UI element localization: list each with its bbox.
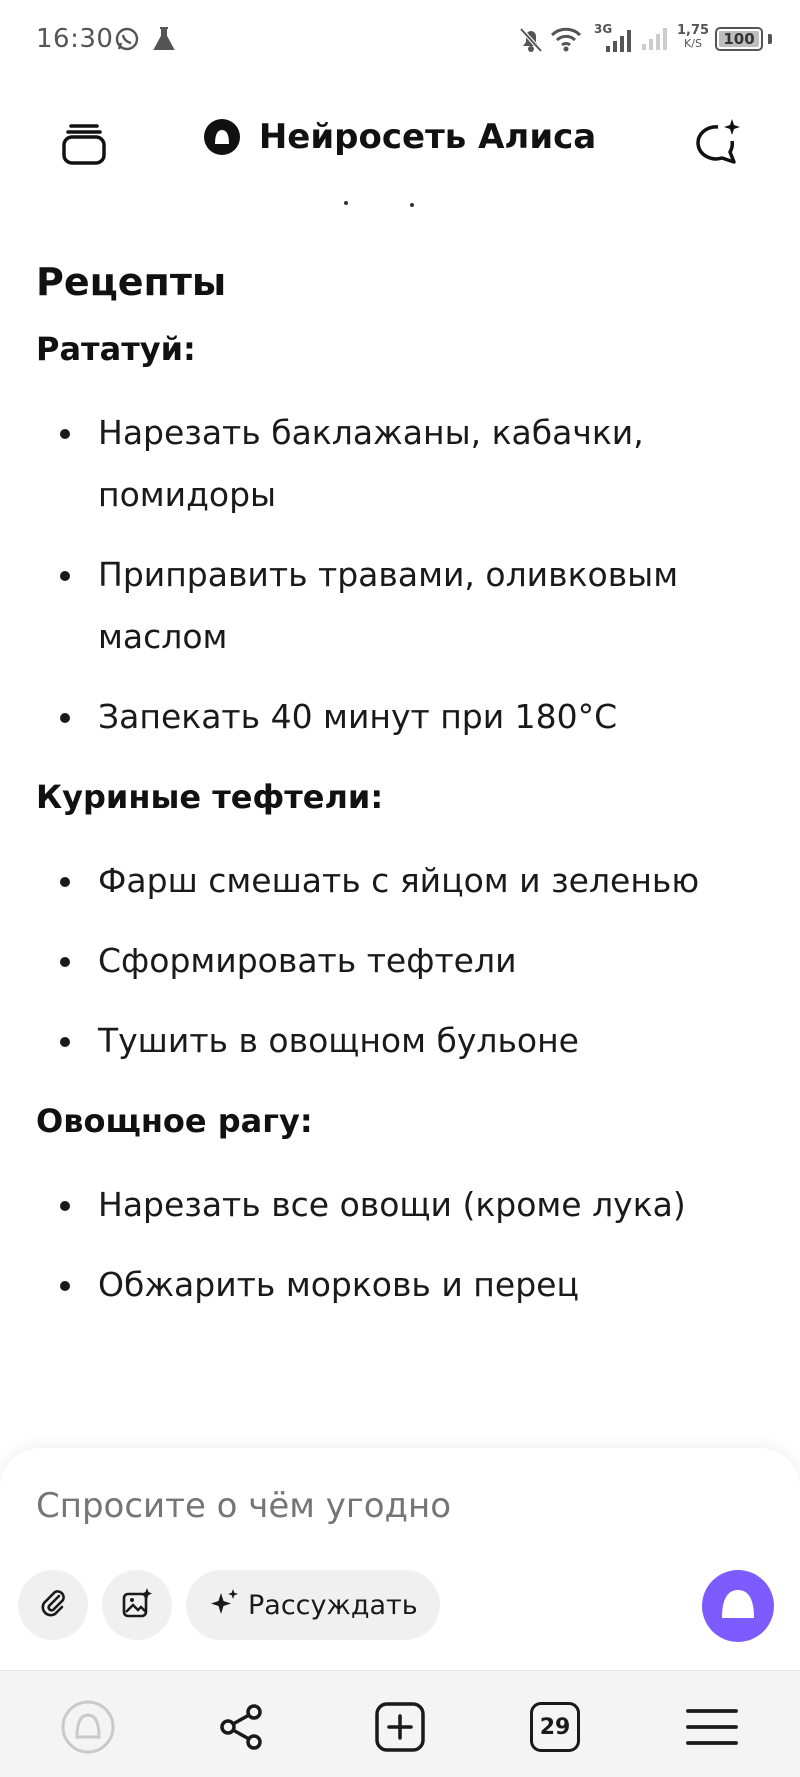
image-edit-icon (120, 1586, 154, 1624)
network-type: 3G (594, 22, 613, 36)
recipe-steps (36, 1174, 764, 1316)
browser-bottom-nav (0, 1670, 800, 1777)
whatsapp-icon (114, 26, 140, 56)
recipe-title: Овощное рагу: (36, 1102, 313, 1140)
lab-flask-icon (152, 26, 176, 56)
think-button[interactable] (186, 1570, 440, 1640)
list-item (36, 1010, 764, 1072)
list-item (36, 850, 764, 912)
step-text: Сформировать тефтели (98, 941, 517, 980)
net-speed-unit: K/S (684, 37, 702, 50)
net-speed (677, 24, 709, 50)
scroll-dot (344, 201, 348, 205)
new-tab-icon[interactable] (372, 1699, 428, 1755)
alice-voice-icon (718, 1586, 758, 1626)
signal-empty-icon (640, 26, 670, 56)
battery-level: 100 (723, 30, 755, 48)
scroll-dot (410, 203, 414, 207)
battery-icon (715, 27, 772, 55)
app-header (0, 95, 800, 195)
bell-muted-icon (518, 26, 544, 58)
recipe-steps (36, 850, 764, 1072)
net-speed-value: 1,75 (677, 23, 710, 38)
chat-response (36, 260, 764, 1346)
section-title: Рецепты (36, 260, 227, 304)
alice-logo-icon (204, 119, 240, 155)
share-icon[interactable] (214, 1699, 270, 1755)
step-text: Фарш смешать с яйцом и зеленью (98, 861, 700, 900)
tabs-count: 29 (539, 1714, 571, 1740)
wifi-icon (550, 26, 582, 56)
list-item (36, 686, 764, 748)
step-text: Нарезать все овощи (кроме лука) (98, 1185, 686, 1224)
list-item (36, 1174, 764, 1236)
image-generate-button[interactable] (102, 1570, 172, 1640)
tabs-icon[interactable] (527, 1699, 583, 1755)
list-item (36, 930, 764, 992)
input-panel (0, 1448, 800, 1670)
recipe-steps (36, 402, 764, 748)
status-time: 16:30 (36, 24, 114, 54)
step-text: Запекать 40 минут при 180°C (98, 697, 618, 736)
sparkle-icon (208, 1587, 240, 1623)
attach-button[interactable] (18, 1570, 88, 1640)
status-bar (0, 0, 800, 80)
think-label: Рассуждать (248, 1589, 418, 1621)
step-text: Приправить травами, оливковым маслом (98, 555, 679, 656)
new-chat-icon[interactable] (688, 115, 744, 171)
step-text: Обжарить морковь и перец (98, 1265, 579, 1304)
recipe-title: Куриные тефтели: (36, 778, 384, 816)
alice-home-icon[interactable] (60, 1699, 116, 1755)
header-title-wrap (0, 117, 800, 157)
recipe-title: Рататуй: (36, 330, 196, 368)
step-text: Нарезать баклажаны, кабачки, помидоры (98, 413, 644, 514)
paperclip-icon (37, 1587, 69, 1623)
alice-voice-button[interactable] (702, 1570, 774, 1642)
prompt-input[interactable] (36, 1486, 736, 1526)
list-item (36, 544, 764, 668)
list-item (36, 1254, 764, 1316)
menu-icon[interactable] (684, 1699, 740, 1755)
step-text: Тушить в овощном бульоне (98, 1021, 579, 1060)
page-title: Нейросеть Алиса (258, 117, 597, 157)
list-item (36, 402, 764, 526)
